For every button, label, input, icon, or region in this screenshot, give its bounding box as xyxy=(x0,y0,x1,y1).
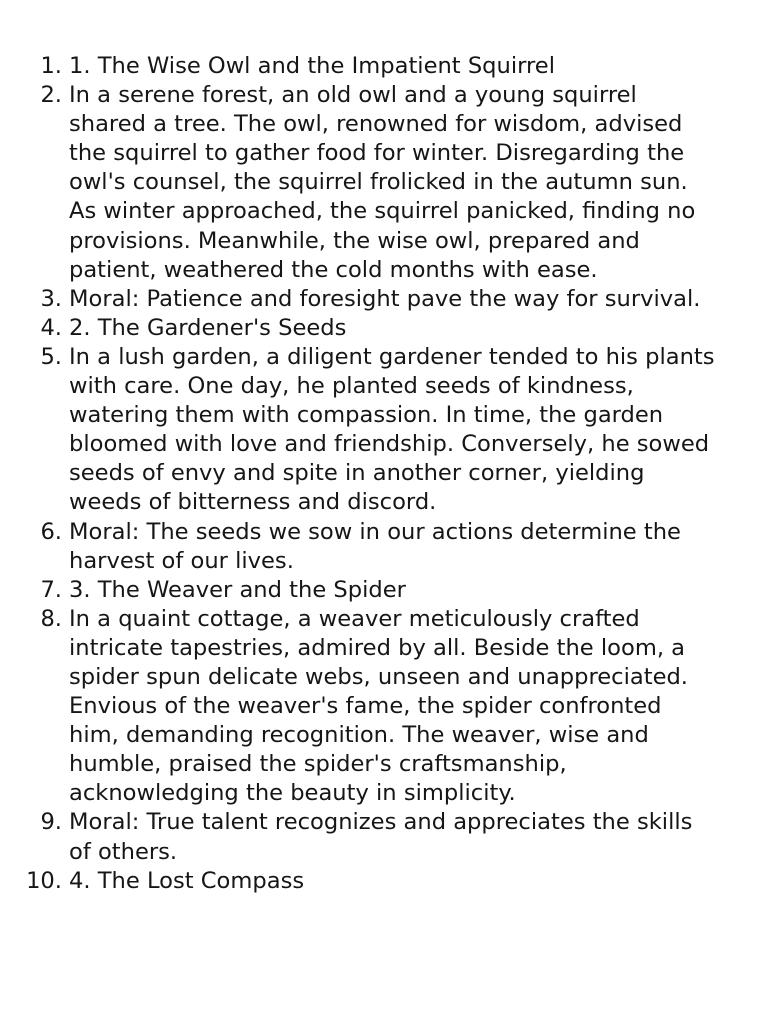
list-item-number: 4. xyxy=(40,314,62,341)
list-item xyxy=(0,867,768,896)
list-item-text: Moral: The seeds we sow in our actions determine the harvest of our lives. xyxy=(69,518,681,574)
list-item-number: 6. xyxy=(40,518,62,545)
list-item xyxy=(0,605,768,809)
list-item xyxy=(0,518,768,576)
list-item-text: 4. The Lost Compass xyxy=(69,867,305,894)
list-item-text: In a lush garden, a diligent gardener tended to his plants with care. One day, he planted seeds of kindness, watering them with compassion. In time, the garden bloomed with love and friendship. Conversely, he sowed seeds of envy and spite in another corner, yielding weeds of bitterness and discord. xyxy=(69,343,715,516)
list-item-text: 2. The Gardener's Seeds xyxy=(69,314,347,341)
list-item-text: 3. The Weaver and the Spider xyxy=(69,576,406,603)
list-item xyxy=(0,576,768,605)
list-item-text: In a serene forest, an old owl and a young squirrel shared a tree. The owl, renowned for wisdom, advised the squirrel to gather food for winter. Disregarding the owl's counsel, the squirrel frolicked in the autumn sun. As winter approached, the squirrel panicked, finding no provisions. Meanwhile, the wise owl, prepared and patient, weathered the cold months with ease. xyxy=(69,82,696,283)
list-item-number: 1. xyxy=(40,53,62,79)
list-item-number: 9. xyxy=(40,809,62,836)
list-item-number: 8. xyxy=(40,605,62,632)
list-item-number: 10. xyxy=(26,867,62,894)
list-item-number: 5. xyxy=(40,343,62,370)
list-item xyxy=(0,808,768,866)
list-item-number: 7. xyxy=(40,576,62,603)
document-page xyxy=(0,52,768,896)
list-item xyxy=(0,285,768,314)
list-item xyxy=(0,52,768,81)
list-item-text: 1. The Wise Owl and the Impatient Squirrel xyxy=(69,53,555,79)
list-item xyxy=(0,343,768,518)
list-item xyxy=(0,314,768,343)
fable-list xyxy=(0,52,768,896)
list-item-text: Moral: Patience and foresight pave the way for survival. xyxy=(69,285,701,312)
list-item-number: 2. xyxy=(40,82,62,109)
list-item-text: Moral: True talent recognizes and appreciates the skills of others. xyxy=(69,809,693,865)
list-item-text: In a quaint cottage, a weaver meticulously crafted intricate tapestries, admired by all. Beside the loom, a spider spun delicate webs, unseen and unappreciated. Envious of the weaver's fame, the spider confronted him, demanding recognition. The weaver, wise and humble, praised the spider's craftsmanship, acknowledging the beauty in simplicity. xyxy=(69,605,688,807)
list-item-number: 3. xyxy=(40,285,62,312)
list-item xyxy=(0,81,768,285)
